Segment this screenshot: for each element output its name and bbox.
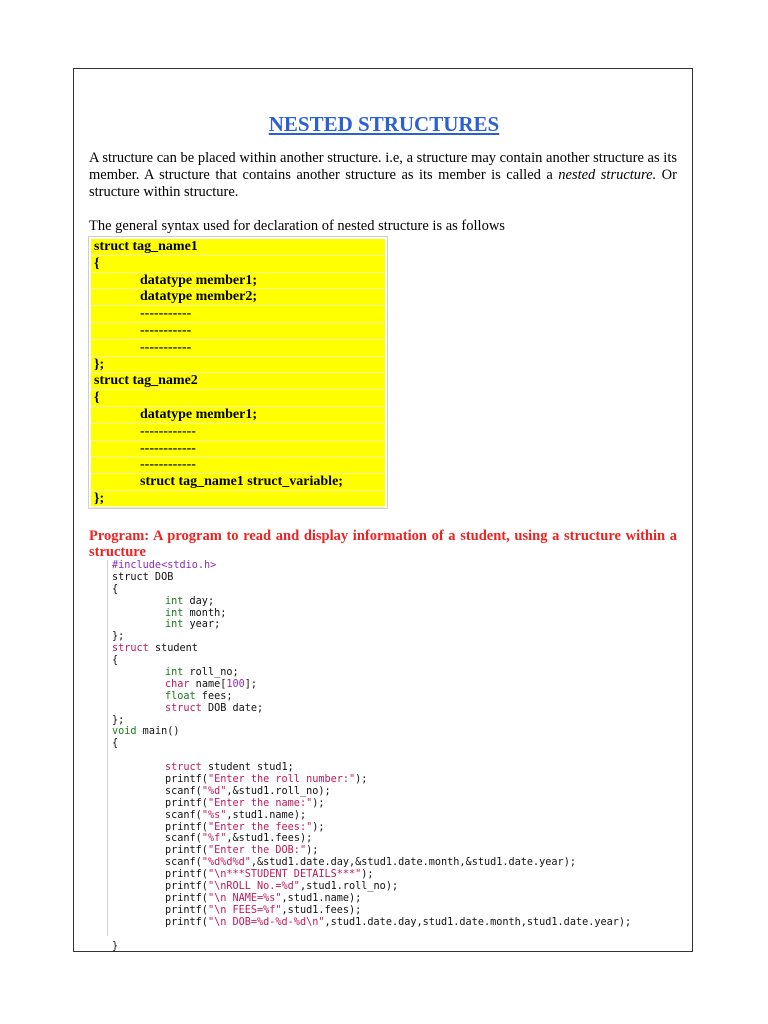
code-token: printf(	[165, 774, 208, 786]
code-token: printf(	[165, 797, 208, 809]
syntax-line: struct tag_name1 struct_variable;	[91, 474, 385, 491]
code-line	[112, 833, 672, 845]
code-token: "\nROLL No.=%d"	[207, 881, 300, 893]
syntax-line: ------------	[91, 441, 385, 458]
code-token: "Enter the DOB:"	[207, 845, 307, 857]
code-line	[112, 917, 672, 929]
code-token: student	[148, 643, 198, 655]
code-token: printf(	[165, 821, 208, 833]
code-token: "%f"	[201, 833, 227, 845]
syntax-line: struct tag_name2	[91, 373, 385, 390]
syntax-block	[88, 236, 388, 509]
code-token: ,stud1.name);	[281, 892, 362, 904]
code-line	[112, 608, 672, 620]
code-token: "\n NAME=%s"	[207, 892, 282, 904]
code-token: "%d%d%d"	[201, 857, 251, 869]
code-token: );	[361, 869, 374, 881]
intro-text-2: Or structure within structure.	[89, 167, 677, 200]
syntax-line: ------------	[91, 424, 385, 441]
code-line	[112, 750, 672, 762]
intro-emphasis: nested structure.	[558, 167, 657, 183]
code-token: "Enter the fees:"	[207, 821, 313, 833]
code-line: };	[112, 714, 125, 726]
code-token: "\n FEES=%f"	[207, 904, 282, 916]
code-line: struct DOB	[112, 571, 174, 583]
code-token: student stud1;	[201, 762, 294, 774]
syntax-line: -----------	[91, 340, 385, 357]
code-token: struct	[165, 762, 202, 774]
code-token: ,&stud1.fees);	[226, 833, 313, 845]
code-line	[112, 643, 672, 655]
code-token: int	[165, 595, 184, 607]
code-token: char	[165, 678, 190, 690]
code-line	[112, 810, 672, 822]
syntax-line: datatype member1;	[91, 407, 385, 424]
syntax-highlight	[91, 239, 385, 506]
code-token: name[	[189, 678, 227, 690]
code-token: int	[165, 619, 184, 631]
code-line	[112, 869, 672, 881]
code-token: "Enter the roll number:"	[207, 774, 356, 786]
code-token: scanf(	[165, 833, 202, 845]
code-token: "Enter the name:"	[207, 797, 313, 809]
code-line	[112, 774, 672, 786]
code-line: {	[112, 583, 119, 595]
intro-paragraph	[89, 150, 677, 201]
code-token: main()	[136, 726, 180, 738]
code-gutter-line	[107, 560, 108, 936]
code-token: scanf(	[165, 785, 202, 797]
code-token: int	[165, 667, 184, 679]
code-token: 100	[226, 678, 245, 690]
code-token: ,stud1.date.day,stud1.date.month,stud1.date.year);	[324, 916, 632, 928]
code-line	[112, 560, 672, 572]
code-token: roll_no;	[183, 667, 239, 679]
code-token: printf(	[165, 869, 208, 881]
code-line	[112, 893, 672, 905]
program-heading: Program: A program to read and display information of a student, using a structure within a structure	[89, 528, 677, 560]
syntax-line: };	[91, 491, 385, 508]
syntax-intro: The general syntax used for declaration of nested structure is as follows	[89, 218, 505, 234]
syntax-line: {	[91, 256, 385, 273]
code-token: "%d"	[201, 785, 227, 797]
code-line	[112, 822, 672, 834]
code-token: );	[312, 821, 325, 833]
code-token: ,stud1.name);	[226, 809, 307, 821]
code-token: year;	[183, 619, 221, 631]
syntax-line: -----------	[91, 323, 385, 340]
code-token: );	[306, 845, 319, 857]
code-token: scanf(	[165, 857, 202, 869]
code-token: "\n DOB=%d-%d-%d\n"	[207, 916, 325, 928]
code-token: day;	[183, 595, 215, 607]
code-token: ,&stud1.roll_no);	[226, 785, 331, 797]
code-line	[112, 726, 672, 738]
code-token: "%s"	[201, 809, 227, 821]
code-token: printf(	[165, 916, 208, 928]
code-line: {	[112, 738, 119, 750]
intro-text-1: A structure can be placed within another structure. i.e, a structure may contain another structure as its member. A structure that contains another structure as its member is called a	[89, 150, 677, 183]
code-line	[112, 905, 672, 917]
code-token: scanf(	[165, 809, 202, 821]
syntax-line: ------------	[91, 457, 385, 474]
code-line	[112, 929, 672, 941]
code-token: struct	[112, 643, 149, 655]
code-token: printf(	[165, 845, 208, 857]
syntax-line: {	[91, 390, 385, 407]
code-line	[112, 596, 672, 608]
syntax-line: };	[91, 357, 385, 374]
code-token: DOB date;	[201, 702, 264, 714]
code-token: int	[165, 607, 184, 619]
code-line: }	[112, 940, 119, 952]
code-line	[112, 845, 672, 857]
code-token: ];	[244, 678, 258, 690]
code-listing	[112, 560, 672, 952]
code-token: printf(	[165, 881, 208, 893]
code-line: {	[112, 655, 119, 667]
code-token: #include<stdio.h>	[112, 560, 217, 571]
code-line	[112, 786, 672, 798]
code-token: month;	[183, 607, 227, 619]
syntax-line: datatype member1;	[91, 273, 385, 290]
code-line	[112, 798, 672, 810]
code-line	[112, 857, 672, 869]
code-line	[112, 679, 672, 691]
page-title: NESTED STRUCTURES	[268, 112, 500, 136]
code-token: printf(	[165, 904, 208, 916]
code-line: };	[112, 631, 125, 643]
code-line	[112, 881, 672, 893]
code-token: ,&stud1.date.day,&stud1.date.month,&stud1.date.year);	[250, 857, 576, 869]
syntax-line: struct tag_name1	[91, 239, 385, 256]
code-line	[112, 691, 672, 703]
code-line	[112, 667, 672, 679]
code-token: "\n***STUDENT DETAILS***"	[207, 869, 362, 881]
syntax-line: datatype member2;	[91, 289, 385, 306]
code-token: ,stud1.roll_no);	[299, 881, 399, 893]
code-token: struct	[165, 702, 202, 714]
code-token: );	[355, 774, 368, 786]
code-token: fees;	[195, 690, 233, 702]
code-token: void	[112, 726, 137, 738]
code-token: float	[165, 690, 196, 702]
code-line	[112, 619, 672, 631]
code-line	[112, 762, 672, 774]
code-token: );	[312, 797, 325, 809]
syntax-line: -----------	[91, 306, 385, 323]
code-token: ,stud1.fees);	[281, 904, 362, 916]
code-token: printf(	[165, 892, 208, 904]
code-line	[112, 703, 672, 715]
